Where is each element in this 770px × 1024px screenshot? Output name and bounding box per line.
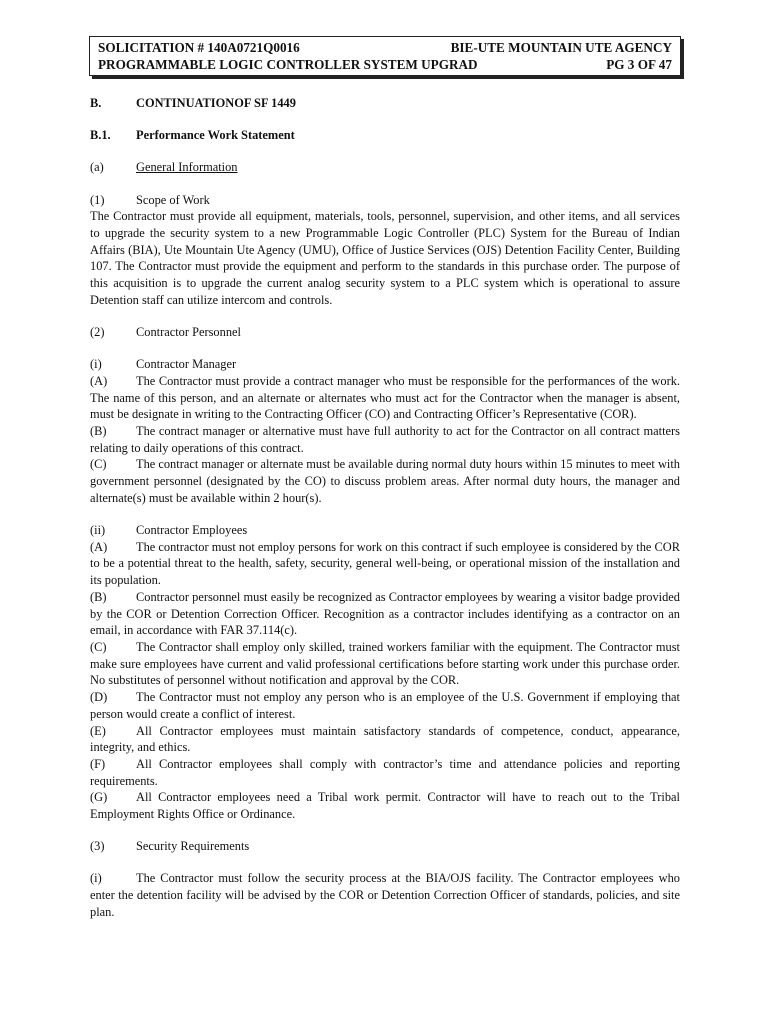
project-title: PROGRAMMABLE LOGIC CONTROLLER SYSTEM UPGRAD — [98, 57, 478, 72]
personnel-title: Contractor Personnel — [136, 325, 241, 340]
manager-item-text: The Contractor must provide a contract manager who must be responsible for the performances of the work. The name of this person, and an alternate or alternates who must act for the Contractor when the manager is absent, must be designate in writing to the Contracting Officer (CO) and Contracting Officer’s Representative (COR). — [90, 373, 680, 422]
personnel-heading — [90, 324, 680, 341]
solicitation-number: SOLICITATION # 140A0721Q0016 — [98, 40, 300, 55]
manager-title: Contractor Manager — [136, 357, 237, 372]
employees-item — [90, 789, 680, 822]
subsection-label: B.1. — [90, 128, 111, 143]
employees-item-label: (D) — [90, 690, 108, 705]
employees-item — [90, 539, 680, 589]
security-item-text: The Contractor must follow the security process at the BIA/OJS facility. The Contractor employees who enter the detention facility will be advised by the COR or Detention Correction Officer of standards, policies, and site plan. — [90, 871, 680, 919]
document-body — [90, 95, 680, 921]
manager-item — [90, 373, 680, 423]
general-information-label: (a) — [90, 160, 104, 175]
manager-item-label: (B) — [90, 424, 107, 439]
employees-item-text: The contractor must not employ persons for work on this contract if such employee is considered by the COR to be a potential threat to the health, safety, security, general well-being, or operational mission of the installation and its population. — [90, 539, 680, 588]
employees-item-text: Contractor personnel must easily be recognized as Contractor employees by wearing a visitor badge provided by the COR or Detention Correction Officer. Recognition as a contractor includes identifying as a contractor on an email, in accordance with FAR 37.114(c). — [90, 589, 680, 638]
subsection-heading — [90, 127, 680, 144]
employees-item-text: All Contractor employees must maintain satisfactory standards of competence, conduct, appearance, integrity, and ethics. — [90, 723, 680, 755]
section-heading — [90, 95, 680, 112]
employees-item — [90, 589, 680, 639]
employees-label: (ii) — [90, 523, 106, 538]
manager-heading — [90, 356, 680, 373]
employees-item-label: (B) — [90, 589, 107, 604]
page-number: PG 3 OF 47 — [606, 57, 672, 72]
employees-item-label: (A) — [90, 539, 108, 554]
section-label: B. — [90, 96, 102, 110]
agency-name: BIE-UTE MOUNTAIN UTE AGENCY — [450, 40, 672, 55]
employees-item — [90, 689, 680, 722]
manager-item-label: (A) — [90, 373, 108, 388]
employees-item — [90, 756, 680, 789]
employees-item-text: The Contractor must not employ any person who is an employee of the U.S. Government if employing that person would create a conflict of interest. — [90, 690, 680, 721]
personnel-label: (2) — [90, 325, 105, 340]
employees-item — [90, 723, 680, 756]
scope-heading — [90, 192, 680, 209]
employees-item-text: All Contractor employees shall comply with contractor’s time and attendance policies and reporting requirements. — [90, 756, 680, 788]
manager-label: (i) — [90, 357, 102, 372]
manager-item — [90, 456, 680, 506]
employees-item — [90, 639, 680, 689]
subsection-title: Performance Work Statement — [136, 128, 295, 143]
manager-item — [90, 423, 680, 456]
employees-item-label: (G) — [90, 790, 108, 805]
security-item-label: (i) — [90, 871, 102, 886]
general-information-heading — [90, 159, 680, 176]
scope-label: (1) — [90, 192, 105, 207]
security-item — [90, 870, 680, 920]
scope-title: Scope of Work — [136, 192, 210, 207]
document-header — [89, 36, 681, 76]
scope-paragraph: The Contractor must provide all equipment, materials, tools, personnel, supervision, and other items, and all services to upgrade the security system to a new Programmable Logic Controller (PLC) System for the Bureau of Indian Affairs (BIA), Ute Mountain Ute Agency (UMU), Office of Justice Services (OJS) Detention Facility Center, Building 107. The Contractor must provide the equipment and perform to the standards in this purchase order. The purpose of this acquisition is to upgrade the current analog security system to a PLC system which is operational to assure Detention staff can utilize intercom and controls. — [90, 209, 680, 307]
employees-item-label: (F) — [90, 756, 106, 771]
employees-heading — [90, 522, 680, 539]
employees-item-text: All Contractor employees need a Tribal work permit. Contractor will have to reach out to the Tribal Employment Rights Office or Ordinance. — [90, 790, 680, 822]
employees-title: Contractor Employees — [136, 523, 248, 538]
general-information-title: General Information — [136, 160, 238, 175]
security-heading — [90, 838, 680, 855]
section-title: CONTINUATIONOF SF 1449 — [136, 96, 296, 110]
employees-item-label: (C) — [90, 639, 107, 654]
employees-item-label: (E) — [90, 723, 106, 738]
manager-item-text: The contract manager or alternate must be available during normal duty hours within 15 minutes to meet with government personnel (designated by the CO) to discuss problem areas. After normal duty hours, the manager and alternate(s) must be available within 2 hour(s). — [90, 457, 681, 505]
manager-item-label: (C) — [90, 457, 107, 472]
security-label: (3) — [90, 839, 105, 854]
security-title: Security Requirements — [136, 839, 250, 854]
manager-item-text: The contract manager or alternative must have full authority to act for the Contractor on all contract matters relating to daily operations of this contract. — [90, 424, 680, 455]
employees-item-text: The Contractor shall employ only skilled, trained workers familiar with the equipment. The Contractor must make sure employees have current and valid professional certifications before starting work under this purchase order. No substitutes of personnel without notification and approval by the COR. — [90, 639, 680, 688]
